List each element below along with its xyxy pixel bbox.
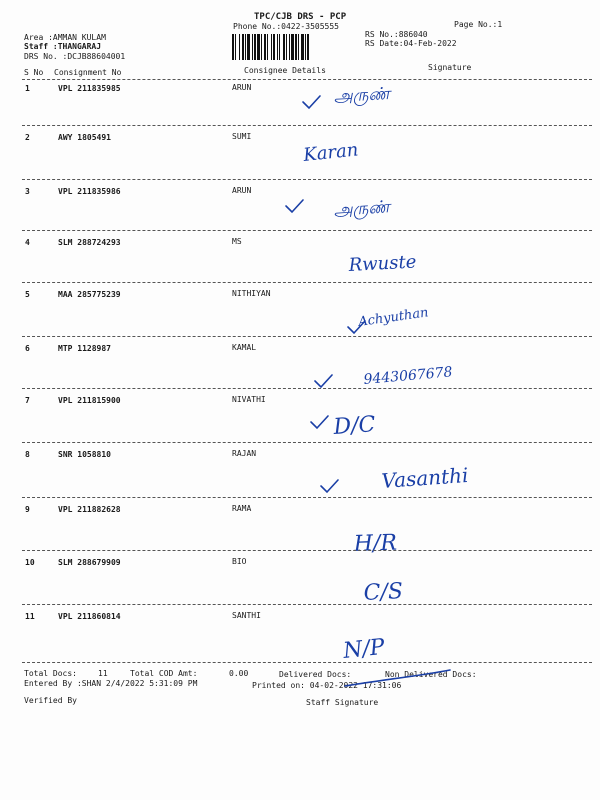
- barcode-bar: [298, 34, 299, 60]
- row-consignment-no: SLM 288724293: [58, 238, 121, 247]
- barcode-bar: [307, 34, 309, 60]
- barcode-bar: [286, 34, 287, 60]
- row-divider: [22, 336, 592, 337]
- row-sno: 11: [25, 612, 35, 621]
- col-sno: S No: [24, 68, 44, 77]
- row-consignee: ARUN: [232, 83, 252, 92]
- row-sno: 10: [25, 558, 35, 567]
- row-consignee: RAMA: [232, 504, 252, 513]
- barcode-bar: [301, 34, 304, 60]
- tick-mark-icon: [300, 92, 324, 112]
- barcode-bar: [245, 34, 246, 60]
- barcode-bar: [289, 34, 290, 60]
- total-docs-value: 11: [98, 669, 108, 678]
- drs-number: DRS No. :DCJB88604001: [24, 52, 126, 61]
- row-sno: 6: [25, 344, 30, 353]
- tick-mark-icon: [345, 317, 369, 337]
- barcode-bar: [247, 34, 250, 60]
- barcode-bar: [232, 34, 234, 60]
- barcode-bar: [235, 34, 236, 60]
- barcode-bar: [254, 34, 256, 60]
- signature-text: அருண்: [333, 84, 391, 107]
- row-sno: 8: [25, 450, 30, 459]
- signature-text: 9443067678: [362, 364, 454, 388]
- row-divider: [22, 125, 592, 126]
- row-signature: [330, 406, 550, 446]
- row-divider: [22, 179, 592, 180]
- row-divider: [22, 550, 592, 551]
- row-consignment-no: MTP 1128987: [58, 344, 111, 353]
- row-signature: [350, 523, 570, 563]
- row-consignment-no: VPL 211882628: [58, 505, 121, 514]
- row-signature: [300, 133, 520, 173]
- col-consignment: Consignment No: [54, 68, 122, 77]
- barcode-bar: [242, 34, 244, 60]
- rs-number: RS No.:886040: [365, 30, 428, 39]
- row-signature: [360, 356, 580, 396]
- row-sno: 4: [25, 238, 30, 247]
- barcode-bar: [257, 34, 260, 60]
- row-divider: [22, 604, 592, 605]
- row-divider: [22, 282, 592, 283]
- row-signature: [360, 572, 580, 612]
- row-signature: [378, 460, 598, 500]
- barcode-bar: [291, 34, 294, 60]
- barcode-bar: [261, 34, 262, 60]
- row-consignment-no: AWY 1805491: [58, 133, 111, 142]
- area-field: Area :AMMAN KULAM: [24, 33, 106, 42]
- tick-mark-icon: [308, 412, 332, 432]
- row-divider: [22, 230, 592, 231]
- signature-text: அருண்: [332, 197, 391, 221]
- row-consignment-no: SLM 288679909: [58, 558, 121, 567]
- row-consignment-no: VPL 211835986: [58, 187, 121, 196]
- staff-field: Staff :THANGARAJ: [24, 42, 102, 51]
- signature-text: N/P: [342, 634, 386, 664]
- printed-on: Printed on: 04-02-2022 17:31:06: [252, 681, 402, 690]
- row-divider: [22, 442, 592, 443]
- row-consignment-no: VPL 211860814: [58, 612, 121, 621]
- row-signature: [345, 243, 565, 283]
- total-cod-value: 0.00: [229, 669, 249, 678]
- row-consignment-no: VPL 211835985: [58, 84, 121, 93]
- row-signature: [330, 74, 550, 114]
- phone-number: Phone No.:0422-3505555: [233, 22, 339, 31]
- row-consignment-no: VPL 211815900: [58, 396, 121, 405]
- delivered-docs: Delivered Docs:: [279, 670, 352, 679]
- row-consignee: SANTHI: [232, 611, 261, 620]
- signature-text: D/C: [332, 412, 377, 440]
- row-sno: 7: [25, 396, 30, 405]
- row-consignee: NITHIYAN: [232, 289, 271, 298]
- row-consignment-no: SNR 1058810: [58, 450, 111, 459]
- row-sno: 3: [25, 187, 30, 196]
- row-divider: [22, 388, 592, 389]
- signature-text: Vasanthi: [380, 462, 470, 493]
- barcode-bar: [264, 34, 266, 60]
- staff-signature-label: Staff Signature: [306, 698, 379, 707]
- barcode-bar: [267, 34, 268, 60]
- signature-text: C/S: [363, 578, 404, 606]
- row-consignee: ARUN: [232, 186, 252, 195]
- signature-text: H/R: [353, 530, 398, 557]
- row-signature: [355, 298, 575, 338]
- barcode-bar: [283, 34, 285, 60]
- col-signature: Signature: [428, 63, 472, 72]
- row-sno: 1: [25, 84, 30, 93]
- verified-by: Verified By: [24, 696, 77, 705]
- row-sno: 5: [25, 290, 30, 299]
- barcode: [232, 34, 358, 60]
- barcode-bar: [279, 34, 280, 60]
- total-docs-label: Total Docs:: [24, 669, 77, 678]
- row-consignee: RAJAN: [232, 449, 257, 458]
- row-signature: [330, 188, 550, 228]
- doc-title: TPC/CJB DRS - PCP: [254, 12, 347, 22]
- row-consignee: MS: [232, 237, 242, 246]
- col-consignee: Consignee Details: [244, 66, 326, 75]
- row-consignee: BIO: [232, 557, 247, 566]
- row-sno: 9: [25, 505, 30, 514]
- signature-text: Rwuste: [348, 251, 417, 276]
- page-number: Page No.:1: [454, 20, 503, 29]
- signature-text: Achyuthan: [357, 305, 430, 330]
- barcode-bar: [295, 34, 297, 60]
- barcode-bar: [271, 34, 272, 60]
- barcode-bar: [273, 34, 275, 60]
- row-consignee: SUMI: [232, 132, 252, 141]
- barcode-bar: [239, 34, 240, 60]
- row-sno: 2: [25, 133, 30, 142]
- row-consignee: KAMAL: [232, 343, 257, 352]
- tick-mark-icon: [283, 196, 307, 216]
- tick-mark-icon: [318, 476, 342, 496]
- non-delivered-strike: [340, 660, 480, 690]
- signature-text: Karan: [302, 139, 360, 166]
- row-consignee: NIVATHI: [232, 395, 266, 404]
- non-delivered-docs: Non Delivered Docs:: [385, 670, 477, 679]
- row-divider: [22, 662, 592, 663]
- barcode-bar: [252, 34, 253, 60]
- rs-date: RS Date:04-Feb-2022: [365, 39, 457, 48]
- row-consignment-no: MAA 285775239: [58, 290, 121, 299]
- total-cod-label: Total COD Amt:: [130, 669, 198, 678]
- entered-by: Entered By :SHAN 2/4/2022 5:31:09 PM: [24, 679, 198, 688]
- barcode-bar: [277, 34, 278, 60]
- row-divider: [22, 497, 592, 498]
- barcode-bar: [305, 34, 306, 60]
